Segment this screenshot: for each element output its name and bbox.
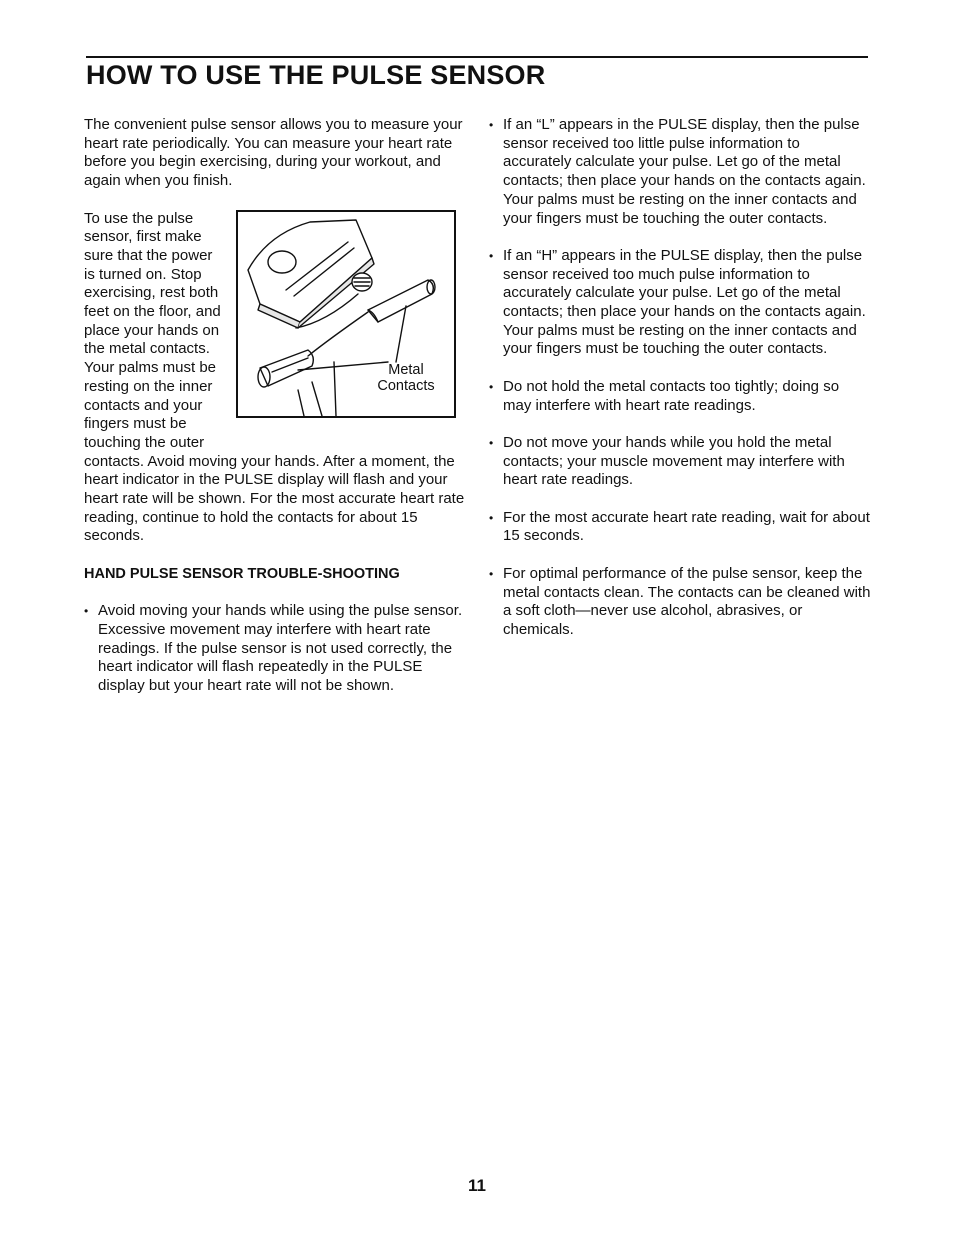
bullet-dot: • — [489, 118, 494, 132]
right-column — [489, 116, 871, 640]
label-line-1: Metal — [388, 361, 424, 378]
bullet-dot: • — [84, 604, 89, 619]
bullet-item — [489, 565, 871, 640]
bullet-dot: • — [489, 435, 494, 450]
header-rule — [86, 56, 868, 58]
intro-paragraph: The convenient pulse sensor allows you to measure your heart rate periodically. You can measure your heart rate before you begin exercising, during your workout, and again when you finish. — [84, 116, 463, 190]
bullet-dot: • — [489, 566, 494, 581]
instructions-block — [84, 210, 466, 547]
bullet-dot: • — [489, 510, 494, 525]
bullet-dot: • — [489, 248, 494, 263]
instructions-paragraph: To use the pulse sensor, first make sure that the power is turned on. Stop exercising, rest both feet on the floor, and place your hands on the metal contacts. Your palms must be resting on the inner contacts and your fingers must be touching the outer contacts. Avoid moving your hands. After a moment, the heart indicator in the PULSE display will flash and your heart rate will be shown. For the most accurate heart rate reading, continue to hold the contacts for about 15 seconds. — [84, 209, 465, 545]
left-column — [84, 116, 466, 696]
troubleshooting-heading: HAND PULSE SENSOR TROUBLE-SHOOTING — [84, 565, 400, 582]
pulse-sensor-figure — [236, 210, 456, 418]
bullet-text: If an “H” appears in the PULSE display, then the pulse sensor received too much pulse information to accurately calculate your pulse. Let go of the metal contacts; then place your hands on the contacts again. Your palms must be resting on the inner contacts and your fingers must be touching the outer contacts. — [503, 246, 866, 358]
bullet-text: For optimal performance of the pulse sensor, keep the metal contacts clean. The contacts can be cleaned with a soft cloth—never use alcohol, abrasives, or chemicals. — [503, 564, 871, 638]
bullet-item — [489, 509, 871, 546]
bullet-text: If an “L” appears in the PULSE display, then the pulse sensor received too little pulse information to accurately calculate your pulse. Let go of the metal contacts; then place your hands on the contacts again. Your palms must be resting on the inner contacts and your fingers must be touching the outer contacts. — [503, 116, 866, 227]
page-number: 11 — [468, 1176, 486, 1195]
metal-contacts-label — [364, 362, 448, 395]
bullet-item — [489, 116, 871, 228]
page-title: HOW TO USE THE PULSE SENSOR — [86, 60, 546, 90]
bullet-text: Do not hold the metal contacts too tightly; doing so may interfere with heart rate readings. — [503, 377, 840, 414]
bullet-item — [489, 378, 871, 415]
bullet-item — [84, 602, 466, 696]
label-line-2: Contacts — [377, 378, 435, 394]
bullet-text: Avoid moving your hands while using the pulse sensor. Excessive movement may interfere with heart rate readings. If the pulse sensor is not used correctly, the heart indicator will flash repeatedly in the PULSE display but your heart rate will not be shown. — [98, 602, 463, 695]
bullet-dot: • — [489, 379, 494, 394]
bullet-item — [489, 434, 871, 490]
bullet-text: For the most accurate heart rate reading, wait for about 15 seconds. — [503, 508, 870, 545]
bullet-text: Do not move your hands while you hold the metal contacts; your muscle movement may interfere with heart rate readings. — [503, 433, 845, 489]
bullet-item — [489, 247, 871, 359]
